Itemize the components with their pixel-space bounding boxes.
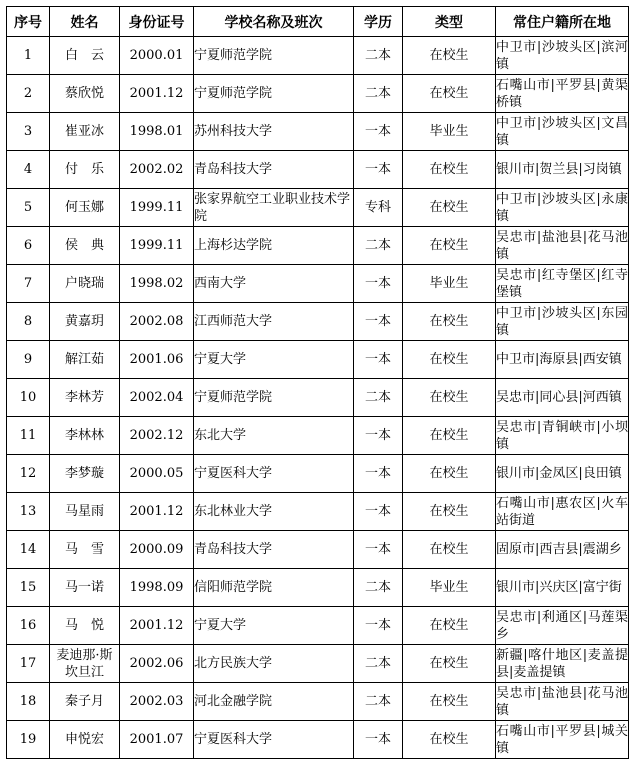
cell-school: 宁夏师范学院 [194,75,354,113]
cell-serial: 4 [7,151,50,189]
header-name: 姓名 [50,7,120,37]
cell-residence: 吴忠市|青铜峡市|小坝镇 [496,417,629,455]
student-roster-sheet [6,6,628,759]
table-row [7,341,629,379]
cell-id-number: 2002.08 [120,303,194,341]
cell-school: 宁夏大学 [194,341,354,379]
cell-serial: 11 [7,417,50,455]
cell-id-number: 2002.02 [120,151,194,189]
cell-name: 秦子月 [50,683,120,721]
cell-degree: 一本 [354,151,403,189]
cell-id-number: 1999.11 [120,189,194,227]
cell-id-number: 1999.11 [120,227,194,265]
table-row [7,455,629,493]
cell-residence: 吴忠市|利通区|马莲渠乡 [496,607,629,645]
table-row [7,531,629,569]
cell-school: 张家界航空工业职业技术学院 [194,189,354,227]
cell-id-number: 2002.12 [120,417,194,455]
cell-degree: 二本 [354,75,403,113]
cell-name: 黄嘉玥 [50,303,120,341]
cell-school: 青岛科技大学 [194,151,354,189]
cell-school: 河北金融学院 [194,683,354,721]
cell-residence: 吴忠市|盐池县|花马池镇 [496,683,629,721]
table-row [7,417,629,455]
cell-id-number: 1998.01 [120,113,194,151]
table-row [7,37,629,75]
cell-school: 北方民族大学 [194,645,354,683]
cell-residence: 石嘴山市|平罗县|城关镇 [496,721,629,759]
cell-name: 马星雨 [50,493,120,531]
cell-residence: 中卫市|沙坡头区|文昌镇 [496,113,629,151]
cell-type: 在校生 [403,417,496,455]
cell-school: 江西师范大学 [194,303,354,341]
cell-serial: 19 [7,721,50,759]
cell-serial: 2 [7,75,50,113]
cell-residence: 吴忠市|红寺堡区|红寺堡镇 [496,265,629,303]
cell-name: 李梦璇 [50,455,120,493]
table-row [7,493,629,531]
cell-residence: 石嘴山市|平罗县|黄渠桥镇 [496,75,629,113]
cell-name: 马 雪 [50,531,120,569]
table-row [7,607,629,645]
cell-degree: 一本 [354,341,403,379]
cell-residence: 吴忠市|盐池县|花马池镇 [496,227,629,265]
cell-degree: 一本 [354,417,403,455]
cell-type: 在校生 [403,683,496,721]
table-row [7,569,629,607]
cell-residence: 石嘴山市|惠农区|火车站街道 [496,493,629,531]
cell-serial: 9 [7,341,50,379]
cell-school: 上海杉达学院 [194,227,354,265]
cell-school: 东北大学 [194,417,354,455]
cell-degree: 二本 [354,645,403,683]
cell-id-number: 2002.06 [120,645,194,683]
cell-name: 何玉娜 [50,189,120,227]
cell-degree: 一本 [354,531,403,569]
cell-serial: 8 [7,303,50,341]
cell-school: 东北林业大学 [194,493,354,531]
cell-type: 在校生 [403,645,496,683]
cell-residence: 银川市|兴庆区|富宁街 [496,569,629,607]
cell-id-number: 2000.05 [120,455,194,493]
cell-name: 白 云 [50,37,120,75]
cell-type: 毕业生 [403,569,496,607]
cell-type: 毕业生 [403,265,496,303]
cell-type: 在校生 [403,341,496,379]
cell-name: 申悦宏 [50,721,120,759]
cell-name: 麦迪那·斯坎旦江 [50,645,120,683]
cell-serial: 14 [7,531,50,569]
cell-degree: 二本 [354,37,403,75]
cell-name: 侯 典 [50,227,120,265]
cell-degree: 一本 [354,607,403,645]
cell-type: 在校生 [403,151,496,189]
cell-id-number: 2001.12 [120,493,194,531]
cell-name: 蔡欣悦 [50,75,120,113]
cell-degree: 一本 [354,493,403,531]
cell-serial: 3 [7,113,50,151]
cell-residence: 中卫市|沙坡头区|滨河镇 [496,37,629,75]
cell-degree: 一本 [354,265,403,303]
cell-serial: 16 [7,607,50,645]
cell-serial: 1 [7,37,50,75]
cell-residence: 固原市|西吉县|震湖乡 [496,531,629,569]
table-row [7,227,629,265]
cell-id-number: 1998.02 [120,265,194,303]
cell-name: 付 乐 [50,151,120,189]
header-row [7,7,629,37]
cell-residence: 中卫市|沙坡头区|永康镇 [496,189,629,227]
cell-type: 在校生 [403,227,496,265]
header-degree: 学历 [354,7,403,37]
cell-type: 在校生 [403,493,496,531]
cell-id-number: 2001.12 [120,607,194,645]
cell-id-number: 2000.09 [120,531,194,569]
cell-name: 解江茹 [50,341,120,379]
cell-school: 宁夏医科大学 [194,455,354,493]
table-row [7,303,629,341]
cell-serial: 15 [7,569,50,607]
cell-name: 马一诺 [50,569,120,607]
table-row [7,645,629,683]
cell-degree: 二本 [354,227,403,265]
table-row [7,721,629,759]
cell-type: 在校生 [403,37,496,75]
cell-degree: 专科 [354,189,403,227]
cell-type: 在校生 [403,721,496,759]
cell-type: 在校生 [403,303,496,341]
cell-school: 宁夏师范学院 [194,37,354,75]
cell-type: 在校生 [403,455,496,493]
cell-type: 在校生 [403,607,496,645]
cell-type: 在校生 [403,379,496,417]
table-row [7,113,629,151]
cell-school: 宁夏大学 [194,607,354,645]
cell-degree: 一本 [354,303,403,341]
cell-school: 苏州科技大学 [194,113,354,151]
cell-serial: 6 [7,227,50,265]
table-row [7,379,629,417]
cell-residence: 新疆|喀什地区|麦盖提县|麦盖提镇 [496,645,629,683]
header-type: 类型 [403,7,496,37]
cell-serial: 17 [7,645,50,683]
header-school: 学校名称及班次 [194,7,354,37]
cell-serial: 10 [7,379,50,417]
cell-school: 青岛科技大学 [194,531,354,569]
cell-school: 信阳师范学院 [194,569,354,607]
cell-type: 在校生 [403,189,496,227]
header-serial: 序号 [7,7,50,37]
cell-serial: 18 [7,683,50,721]
cell-id-number: 1998.09 [120,569,194,607]
cell-residence: 中卫市|沙坡头区|东园镇 [496,303,629,341]
cell-degree: 二本 [354,379,403,417]
cell-serial: 12 [7,455,50,493]
cell-degree: 一本 [354,455,403,493]
cell-name: 户晓瑞 [50,265,120,303]
table-row [7,189,629,227]
cell-residence: 银川市|金凤区|良田镇 [496,455,629,493]
cell-residence: 中卫市|海原县|西安镇 [496,341,629,379]
cell-serial: 7 [7,265,50,303]
cell-id-number: 2000.01 [120,37,194,75]
cell-id-number: 2002.03 [120,683,194,721]
cell-id-number: 2001.12 [120,75,194,113]
cell-id-number: 2001.06 [120,341,194,379]
table-row [7,683,629,721]
cell-name: 李林芳 [50,379,120,417]
table-row [7,75,629,113]
cell-degree: 一本 [354,721,403,759]
cell-name: 崔亚冰 [50,113,120,151]
header-id-number: 身份证号 [120,7,194,37]
cell-id-number: 2001.07 [120,721,194,759]
cell-name: 马 悦 [50,607,120,645]
cell-school: 宁夏医科大学 [194,721,354,759]
cell-school: 西南大学 [194,265,354,303]
cell-degree: 二本 [354,569,403,607]
cell-type: 在校生 [403,531,496,569]
cell-name: 李林林 [50,417,120,455]
cell-id-number: 2002.04 [120,379,194,417]
header-residence: 常住户籍所在地 [496,7,629,37]
cell-degree: 二本 [354,683,403,721]
cell-serial: 13 [7,493,50,531]
cell-residence: 银川市|贺兰县|习岗镇 [496,151,629,189]
cell-residence: 吴忠市|同心县|河西镇 [496,379,629,417]
cell-school: 宁夏师范学院 [194,379,354,417]
table-row [7,265,629,303]
cell-type: 在校生 [403,75,496,113]
cell-serial: 5 [7,189,50,227]
table-row [7,151,629,189]
student-roster-table [6,6,629,759]
cell-degree: 一本 [354,113,403,151]
roster-body [7,37,629,759]
cell-type: 毕业生 [403,113,496,151]
